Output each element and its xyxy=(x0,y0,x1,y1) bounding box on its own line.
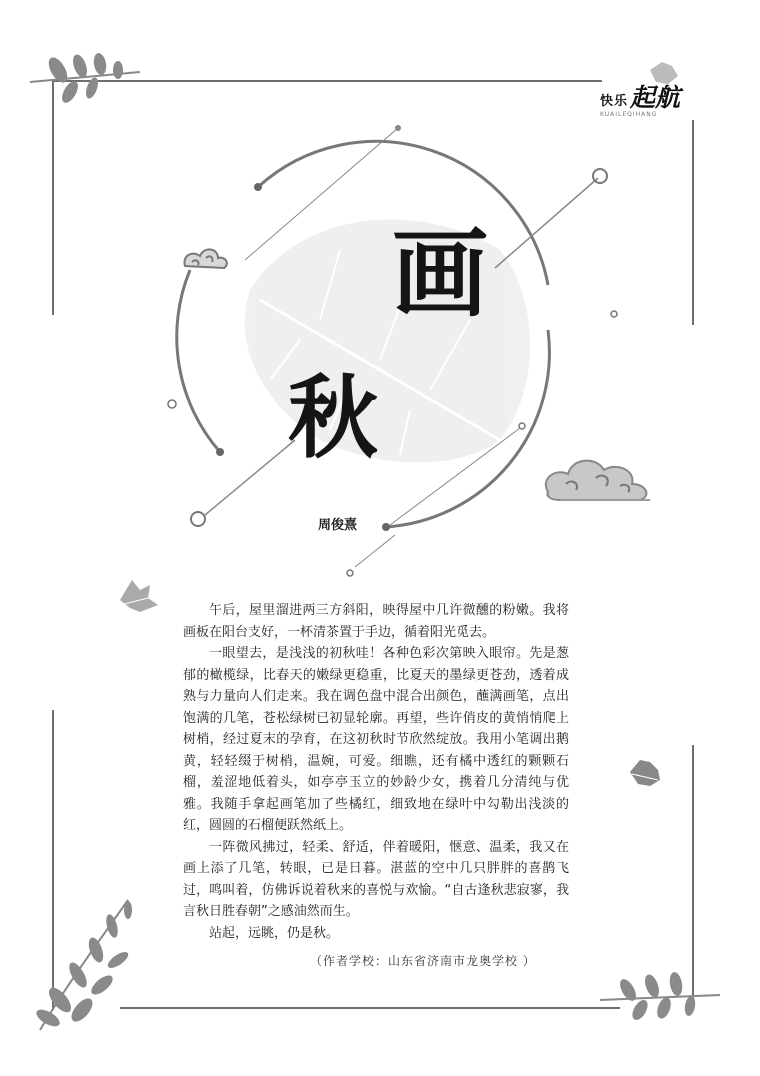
logo-big-text: 起航 xyxy=(630,83,681,112)
author-name: 周俊熹 xyxy=(318,518,358,533)
author-school: （作者学校：山东省济南市龙奥学校 ） xyxy=(310,954,536,968)
circle-arc-left xyxy=(177,270,220,452)
logo-sub-text: KUAILEQIHANG xyxy=(600,111,658,118)
logo-small-text: 快乐 xyxy=(600,94,629,109)
paragraph: 一阵微风拂过，轻柔、舒适，伴着暖阳，惬意、温柔，我又在画上添了几笔，转眼，已是日暮。湛蓝的空中几只胖胖的喜鹊飞过，鸣叫着，仿佛诉说着秋来的喜悦与欢愉。“自古逢秋悲寂寥，我言秋日胜春朝”之感油然而生。 xyxy=(183,839,569,919)
cloud-small-icon xyxy=(184,249,226,268)
leaf-small-right-icon xyxy=(630,760,660,786)
leaf-sprig-top-left-icon xyxy=(30,52,140,105)
paragraph: 午后，屋里溜进两三方斜阳，映得屋中几许微醺的粉嫩。我将画板在阳台支好，一杯清茶置于手边，循着阳光觅去。 xyxy=(183,603,569,640)
leaf-branch-bottom-left-icon xyxy=(34,900,132,1030)
brand-logo xyxy=(600,78,710,122)
article-body xyxy=(183,600,569,944)
title-char-qiu: 秋 xyxy=(288,365,378,471)
paragraph: 站起，远眺，仍是秋。 xyxy=(209,925,340,941)
leaf-small-left-icon xyxy=(120,580,158,612)
leaf-sprig-bottom-right-icon xyxy=(600,971,720,1022)
cloud-large-icon xyxy=(546,461,650,500)
paragraph: 一眼望去，是浅浅的初秋哇！各种色彩次第映入眼帘。先是葱郁的橄榄绿，比春天的嫩绿更稳重，比夏天的墨绿更苍劲，透着成熟与力量向人们走来。我在调色盘中混合出颜色，蘸满画笔，点出饱满的几笔，苍松绿树已初显轮廓。再望，些许俏皮的黄悄悄爬上树梢，经过夏末的孕育，在这初秋时节欣然绽放。我用小笔调出鹅黄，轻轻缀于树梢，温婉，可爱。细瞧，还有橘中透红的颗颗石榴，羞涩地低着头，如亭亭玉立的妙龄少女，携着几分清纯与优雅。我随手拿起画笔加了些橘红，细致地在绿叶中勾勒出浅淡的红，圆圆的石榴便跃然纸上。 xyxy=(183,646,569,833)
title-char-hua: 画 xyxy=(392,217,488,330)
